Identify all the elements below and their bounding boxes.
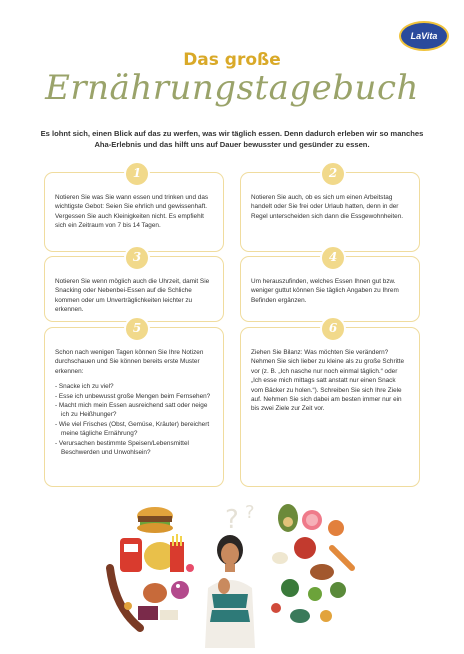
tip-card-4 xyxy=(240,250,420,322)
list-item: - Esse ich unbewusst große Mengen beim Fernsehen? xyxy=(55,392,213,401)
tip-number-4: 4 xyxy=(320,245,346,271)
tip-number-2: 2 xyxy=(320,161,346,187)
tip-text-5: Schon nach wenigen Tagen können Sie Ihre Notizen durchschauen und Sie können bereits erste Muster erkennen: xyxy=(55,349,204,375)
tip-card-5 xyxy=(44,321,224,487)
tip-5-bullet-list xyxy=(55,382,213,457)
tip-text-3: Notieren Sie wenn möglich auch die Uhrzeit, damit Sie Snacking oder Nebenbei-Essen auf die Schliche kommen oder um Unverträglichkeiten leichter zu erkennen. xyxy=(55,278,210,314)
logo-text: LaVita xyxy=(410,31,438,41)
tip-text-1: Notieren Sie was Sie wann essen und trinken und das wichtigste Gebot: Seien Sie ehrlich und gewissenhaft. Vergessen Sie auch Kleinigkeiten nicht. Es empfiehlt sich ein Zeitraum von 7 bis 14 Tagen. xyxy=(55,194,209,230)
thinking-woman xyxy=(205,535,255,648)
list-item: - Macht mich mein Essen ausreichend satt oder neige ich zu Heißhunger? xyxy=(55,401,213,420)
tip-card-6 xyxy=(240,321,420,487)
healthy-food-cluster xyxy=(271,504,352,623)
unhealthy-food-cluster xyxy=(110,507,194,628)
tip-number-5: 5 xyxy=(124,316,150,342)
page-title-script: Ernährungstagebuch xyxy=(45,68,419,108)
tip-number-3: 3 xyxy=(124,245,150,271)
tip-text-6: Ziehen Sie Bilanz: Was möchten Sie verändern? Nehmen Sie sich lieber zu kleine als zu große Schritte vor (z. B. „Ich nasche nur noch einmal täglich.“ oder „Ich esse mich mittags satt anstatt nur einen Snack vom Bäcker zu holen.“). Schreiben Sie sich Ihre Ziele auf. Nehmen Sie sich dabei am besten immer nur ein bis zwei Ziele zur Zeit vor. xyxy=(251,349,405,413)
question-mark-icon: ? xyxy=(245,502,255,523)
intro-text: Es lohnt sich, einen Blick auf das zu werfen, was wir täglich essen. Denn dadurch erleben wir so manches Aha-Erlebnis und das hilft uns auf Dauer bewusster und gesünder zu essen. xyxy=(40,129,424,149)
question-mark-icon: ? xyxy=(225,505,239,535)
list-item: - Verursachen bestimmte Speisen/Lebensmittel Beschwerden und Unwohlsein? xyxy=(55,439,213,458)
list-item: - Wie viel Frisches (Obst, Gemüse, Kräuter) bereichert meine tägliche Ernährung? xyxy=(55,420,213,439)
tip-card-3 xyxy=(44,250,224,322)
tip-text-2: Notieren Sie auch, ob es sich um einen Arbeitstag handelt oder Sie frei oder Urlaub hatten, denn in der Regel unterscheiden sich dann die Essgewohnheiten. xyxy=(251,194,404,220)
tip-number-6: 6 xyxy=(320,316,346,342)
list-item: - Snacke ich zu viel? xyxy=(55,382,213,391)
lavita-logo xyxy=(399,21,449,51)
tip-number-1: 1 xyxy=(124,161,150,187)
tip-card-1 xyxy=(44,166,224,252)
page-title-top: Das große xyxy=(183,50,281,70)
tip-text-4: Um herauszufinden, welches Essen Ihnen gut bzw. weniger guttut können Sie täglich Angaben zu Ihrem Befinden ergänzen. xyxy=(251,278,399,304)
food-and-woman-illustration xyxy=(100,498,360,648)
tip-card-2 xyxy=(240,166,420,252)
